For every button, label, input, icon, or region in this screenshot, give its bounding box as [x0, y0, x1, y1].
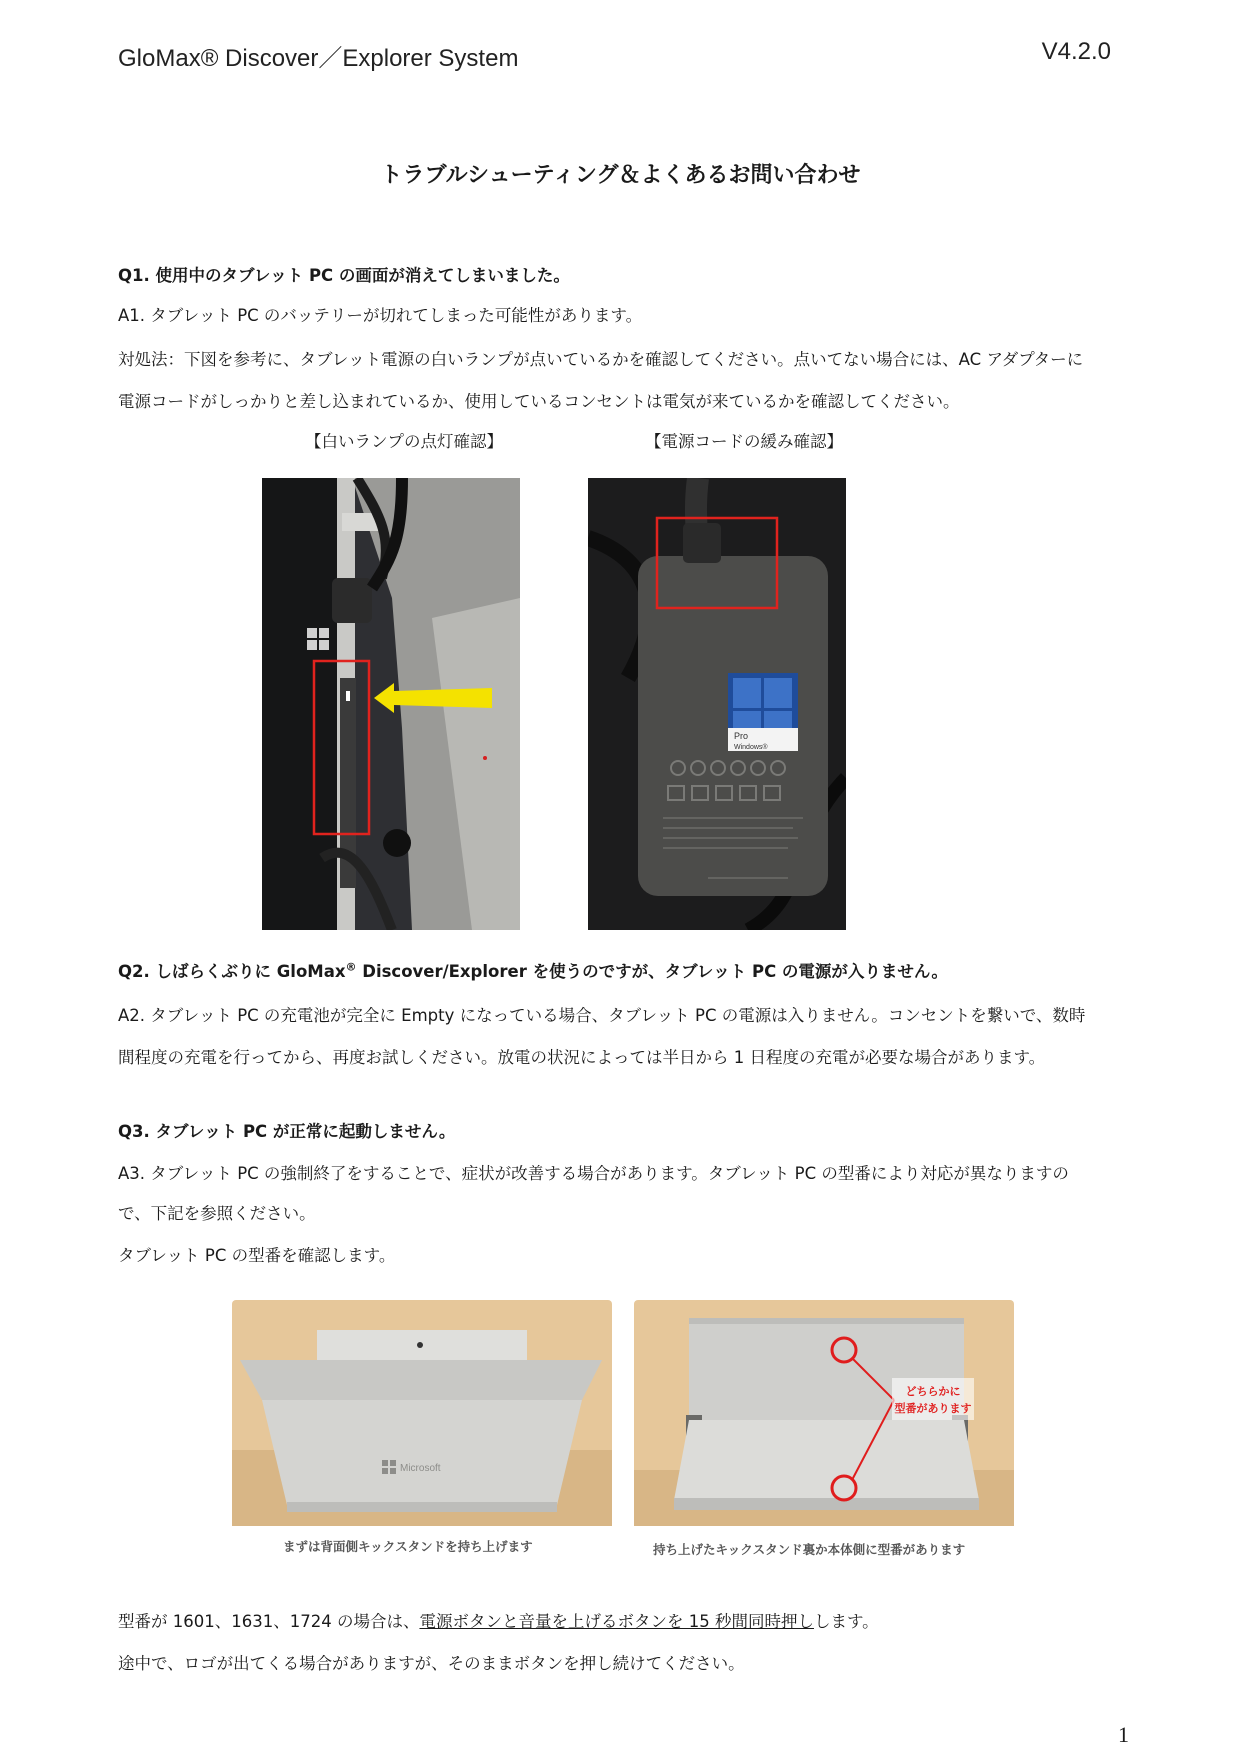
q1-action-line2: 電源コードがしっかりと差し込まれているか、使用しているコンセントは電気が来ているかを確認してください。 — [118, 392, 960, 411]
q2-question: Q2. しばらくぶりに GloMax® Discover/Explorer を使うのですが、タブレット PC の電源が入りません。 — [118, 960, 948, 981]
callout-line2: 型番があります — [894, 1402, 972, 1415]
q1-action-line1: 対処法：下図を参考に、タブレット電源の白いランプが点いているかを確認してください。点いてない場合には、AC アダプターに — [118, 350, 1084, 369]
q1-question: Q1. 使用中のタブレット PC の画面が消えてしまいました。 — [118, 266, 570, 285]
q3-answer-line1: A3. タブレット PC の強制終了をすることで、症状が改善する場合があります。タブレット PC の型番により対応が異なりますの — [118, 1164, 1069, 1183]
page-number: 1 — [1118, 1722, 1129, 1747]
photo-model-location — [634, 1300, 1014, 1526]
model-note: 途中で、ロゴが出てくる場合がありますが、そのままボタンを押し続けてください。 — [118, 1654, 745, 1673]
callout-line1: どちらかに — [905, 1385, 961, 1398]
photo-caption-right: 持ち上げたキックスタンド裏か本体側に型番があります — [653, 1542, 966, 1557]
caption-power-cord: 【電源コードの緩み確認】 — [645, 432, 843, 451]
microsoft-logo-text: Microsoft — [400, 1463, 441, 1474]
header-version: V4.2.0 — [1041, 38, 1111, 65]
q2-answer-line2: 間程度の充電を行ってから、再度お試しください。放電の状況によっては半日から 1 日程度の充電が必要な場合があります。 — [118, 1048, 1046, 1067]
photo-kickstand-raise — [232, 1300, 612, 1526]
caption-white-lamp: 【白いランプの点灯確認】 — [305, 432, 503, 451]
q3-question: Q3. タブレット PC が正常に起動しません。 — [118, 1122, 456, 1141]
model-instruction: 型番が 1601、1631、1724 の場合は、電源ボタンと音量を上げるボタンを 15 秒間同時押しします。 — [118, 1612, 879, 1631]
header-title: GloMax® Discover／Explorer System — [118, 45, 519, 72]
q3-answer-line2: で、下記を参照ください。 — [118, 1204, 316, 1223]
photo-caption-left: まずは背面側キックスタンドを持ち上げます — [283, 1539, 533, 1554]
q3-line3: タブレット PC の型番を確認します。 — [118, 1246, 396, 1265]
q2-answer-line1: A2. タブレット PC の充電池が完全に Empty になっている場合、タブレット PC の電源は入りません。コンセントを繋いで、数時 — [118, 1006, 1086, 1025]
pro-label: Pro — [734, 731, 749, 741]
page-title: トラブルシューティング＆よくあるお問い合わせ — [380, 163, 861, 188]
photo-ac-adapter — [588, 478, 846, 930]
q1-answer: A1. タブレット PC のバッテリーが切れてしまった可能性があります。 — [118, 306, 643, 325]
photo-tablet-lamp — [262, 478, 520, 930]
windows-label: Windows® — [734, 744, 768, 751]
